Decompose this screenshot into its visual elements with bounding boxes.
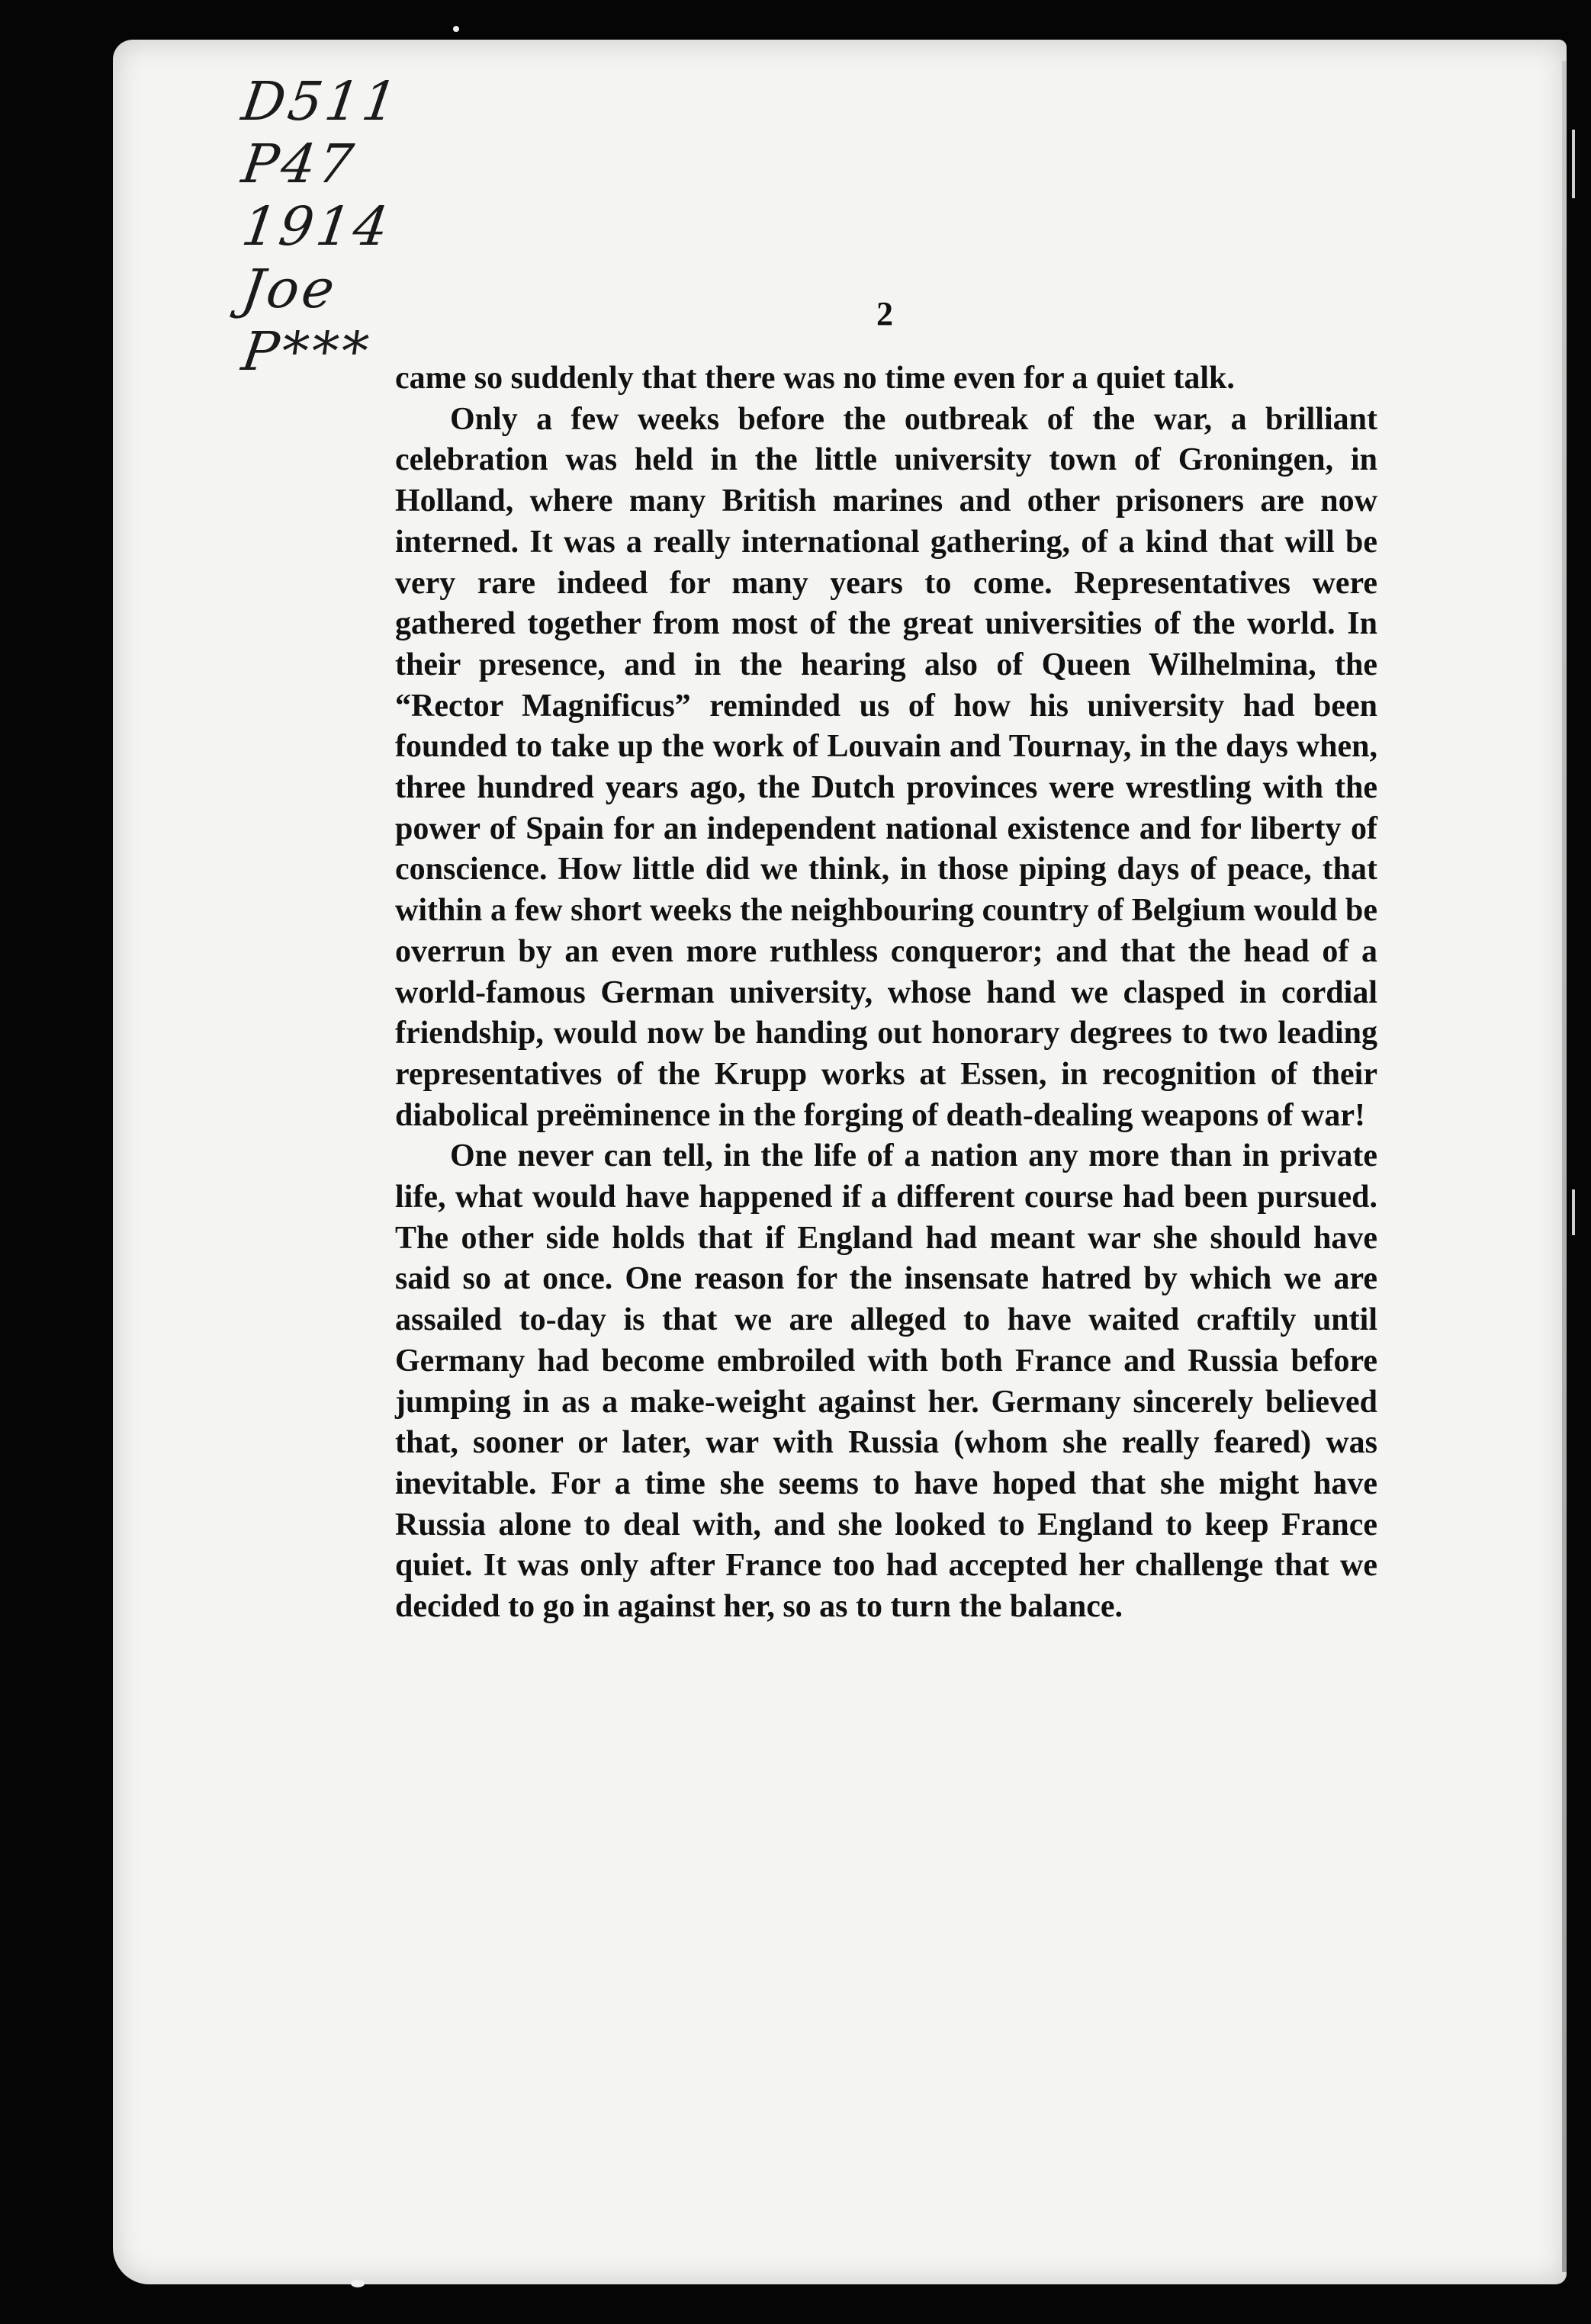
paragraph: One never can tell, in the life of a nation any more than in private life, what would have happened if a different course had been pursued. The other side holds that if England had meant war she should have said so at once. One reason for the insensate hatred by which we are assailed to-day is that we are alleged to have waited craftily until Germany had become embroiled with both France and Russia before jumping in as a make-weight against her. Germany sincerely believed that, sooner or later, war with Russia (whom she really feared) was inevitable. For a time she seems to have hoped that she might have Russia alone to deal with, and she looked to England to keep France quiet. It was only after France too had accepted her challenge that we decided to go in against her, so as to turn the balance. [395,1138,1377,1625]
paragraph: Only a few weeks before the outbreak of the war, a brilliant celebration was held in the little university town of Groningen, in Holland, where many British marines and other prisoners are now interned. It was a really international gathering, of a kind that will be very rare indeed for many years to come. Representatives were gathered together from most of the great universities of the world. In their presence, and in the hearing also of Queen Wilhelmina, the “Rector Magnificus” reminded us of how his university had been founded to take up the work of Louvain and Tournay, in the days when, three hundred years ago, the Dutch provinces were wrestling with the power of Spain for an independent national existence and for liberty of conscience. How little did we think, in those piping days of peace, that within a few short weeks the neighbouring country of Belgium would be overrun by an even more ruthless conqueror; and that the head of a world-famous German university, whose hand we clasped in cordial friendship, would now be handing out honorary degrees to two leading representatives of the Krupp works at Essen, in recognition of their diabolical preëminence in the forging of death-dealing weapons of war! [395,401,1377,1133]
page-edge-shadow [1562,61,1567,2272]
body-text [395,358,1377,1628]
page-number: 2 [876,295,893,332]
annotation-line: 1914 [238,195,395,258]
annotation-line: P47 [238,133,360,195]
edge-mark [1572,130,1575,198]
annotation-line: D511 [238,70,404,133]
edge-mark [1572,1189,1575,1235]
scan-speck [453,26,459,32]
paragraph: came so suddenly that there was no time even for a quiet talk. [395,361,1235,396]
annotation-line: P*** [238,320,375,383]
handwritten-call-number [238,70,404,383]
scan-speck [351,2280,365,2287]
annotation-line: Joe [238,258,342,320]
